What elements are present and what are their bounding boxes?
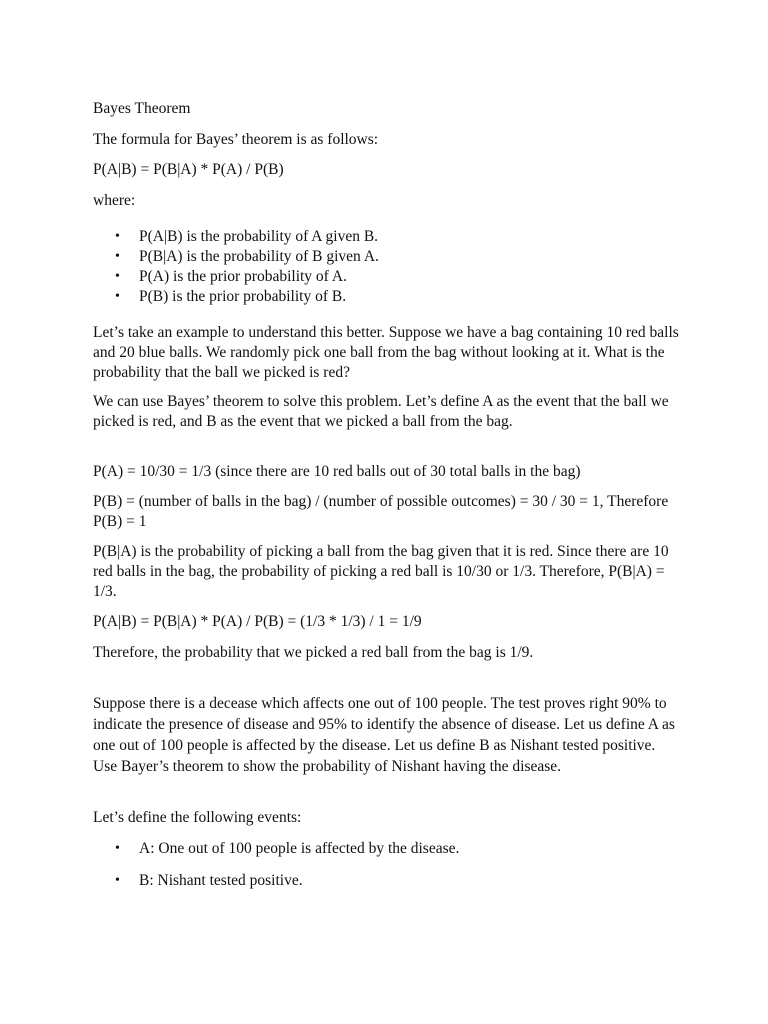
- disease-paragraph: Suppose there is a decease which affects one out of 100 people. The test proves right 90% to indicate the presence of disease and 95% to identify the absence of disease. Let us define A as one out of 100 people is affected by the disease. Let us define B as Nishant tested positive. Use Bayer’s theorem to show the probability of Nishant having the disease.: [93, 695, 675, 775]
- solve-paragraph: We can use Bayes’ theorem to solve this problem. Let’s define A as the event that the ball we picked is red, and B as the event that we picked a ball from the bag.: [93, 393, 669, 430]
- list-item: • P(A|B) is the probability of A given B.: [93, 227, 683, 247]
- events-intro: Let’s define the following events:: [93, 809, 302, 826]
- bayes-formula: P(A|B) = P(B|A) * P(A) / P(B): [93, 161, 284, 178]
- intro-text: The formula for Bayes’ theorem is as follows:: [93, 131, 379, 148]
- list-item: • A: One out of 100 people is affected by the disease.: [93, 839, 683, 859]
- pba-paragraph: P(B|A) is the probability of picking a ball from the bag given that it is red. Since there are 10 red balls in the bag, the probability of picking a red ball is 10/30 or 1/3. Therefore, P(B|A) = 1/3.: [93, 543, 669, 600]
- list-item: • P(B|A) is the probability of B given A.: [93, 247, 683, 267]
- example-paragraph: Let’s take an example to understand this better. Suppose we have a bag containing 10 red balls and 20 blue balls. We randomly pick one ball from the bag without looking at it. What is the probability that the ball we picked is red?: [93, 324, 679, 381]
- list-item: • P(B) is the prior probability of B.: [93, 287, 683, 307]
- where-label: where:: [93, 192, 136, 209]
- document-title: Bayes Theorem: [93, 100, 191, 117]
- events-list: [93, 839, 683, 891]
- list-item: • B: Nishant tested positive.: [93, 871, 683, 891]
- pab-calculation: P(A|B) = P(B|A) * P(A) / P(B) = (1/3 * 1/3) / 1 = 1/9: [93, 613, 422, 630]
- definitions-list: [93, 227, 683, 307]
- pa-line: P(A) = 10/30 = 1/3 (since there are 10 red balls out of 30 total balls in the bag): [93, 463, 581, 480]
- list-item: • P(A) is the prior probability of A.: [93, 267, 683, 287]
- pb-line: P(B) = (number of balls in the bag) / (number of possible outcomes) = 30 / 30 = 1, Therefore P(B) = 1: [93, 493, 669, 530]
- conclusion-text: Therefore, the probability that we picked a red ball from the bag is 1/9.: [93, 644, 534, 661]
